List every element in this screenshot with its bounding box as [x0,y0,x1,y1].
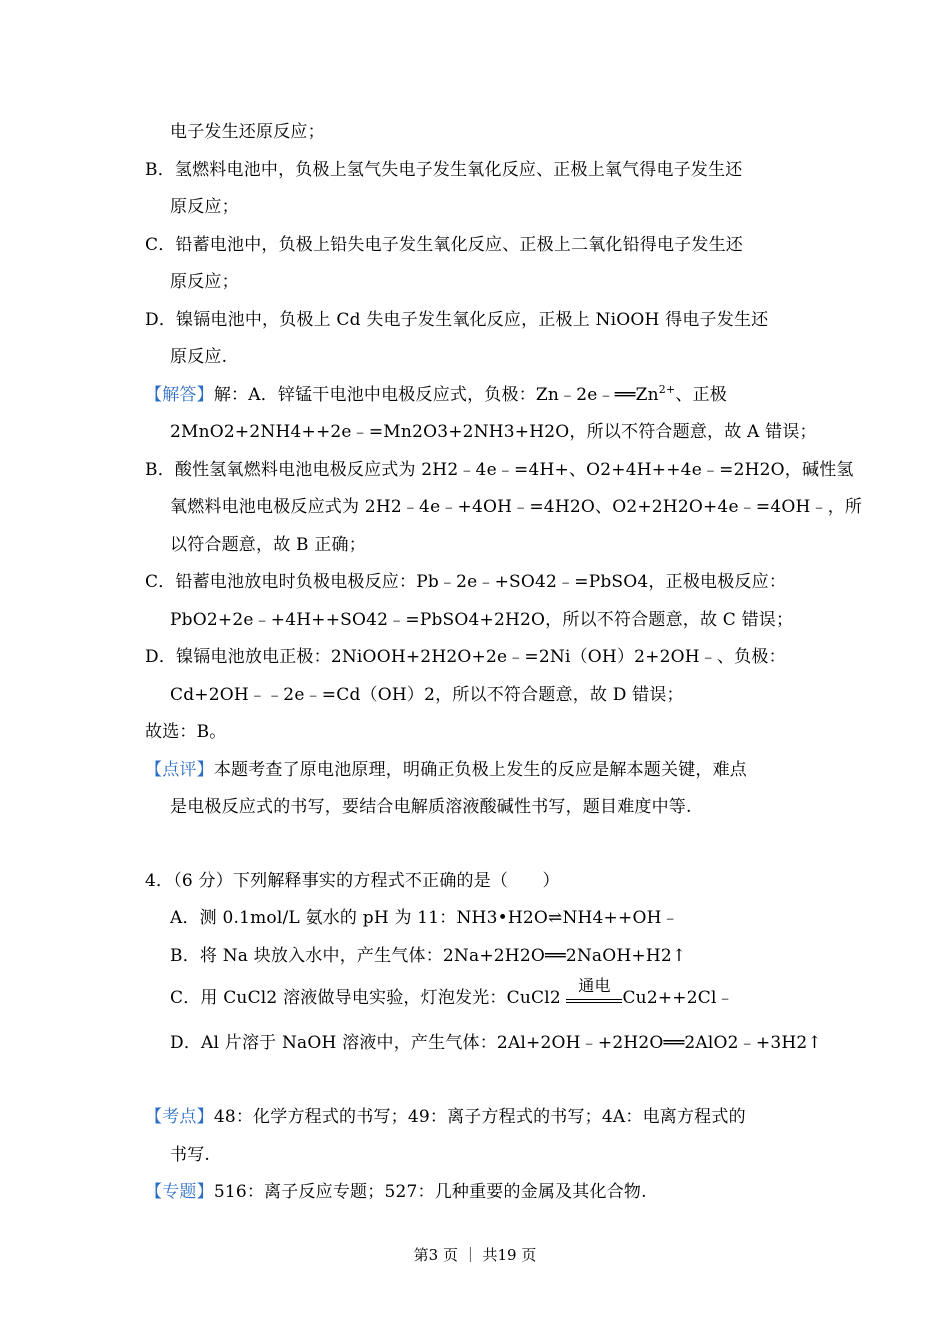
question-4-stem: 4．（6 分）下列解释事实的方程式不正确的是（ ） [145,871,560,891]
answer-line-6: C．铅蓄电池放电时负极电极反应：Pb﹣2e﹣+SO42﹣=PbSO4，正极电极反应： [145,572,787,592]
option-d-line-1: D．镍镉电池中，负极上 Cd 失电子发生氧化反应，正极上 NiOOH 得电子发生还 [145,310,769,330]
answer-line-2: 2MnO2+2NH4++2e﹣=Mn2O3+2NH3+H2O，所以不符合题意，故 A 错误； [170,422,817,442]
page-footer: 第3 页 ｜ 共19 页 [413,1246,537,1264]
question-4-option-c: C．用 CuCl2 溶液做导电实验，灯泡发光：CuCl2 通电 Cu2++2Cl﹣ [170,976,734,1008]
answer-line-4: 氧燃料电池电极反应式为 2H2﹣4e﹣+4OH﹣=4H2O、O2+2H2O+4e﹣=4OH﹣，所 [170,497,863,517]
question-4-option-d: D．Al 片溶于 NaOH 溶液中，产生气体：2Al+2OH﹣+2H2O══2AlO2﹣+3H2↑ [170,1033,822,1053]
option-c-line-2: 原反应； [170,272,239,292]
question-4-option-a: A．测 0.1mol/L 氨水的 pH 为 11：NH3•H2O⇌NH4++OH﹣ [170,908,679,928]
comment-label: 【点评】 [145,760,214,780]
zhuanti-label: 【专题】 [145,1182,214,1202]
answer-line-3: B．酸性氢氧燃料电池电极反应式为 2H2﹣4e﹣=4H+、O2+4H++4e﹣=2H2O，碱性氢 [145,460,854,480]
answer-line-9: Cd+2OH﹣﹣2e﹣=Cd（OH）2，所以不符合题意，故 D 错误； [170,685,684,705]
kaodian-label: 【考点】 [145,1107,214,1127]
option-a-continuation: 电子发生还原反应； [170,122,325,142]
kaodian-line-1: 【考点】48：化学方程式的书写；49：离子方程式的书写；4A：电离方程式的 [145,1107,746,1127]
option-b-line-1: B．氢燃料电池中，负极上氢气失电子发生氧化反应、正极上氧气得电子发生还 [145,160,743,180]
option-d-line-2: 原反应. [170,347,228,367]
answer-conclusion: 故选：B。 [145,722,227,742]
kaodian-line-2: 书写. [170,1145,211,1165]
comment-line-2: 是电极反应式的书写，要结合电解质溶液酸碱性书写，题目难度中等. [170,797,692,817]
answer-line-5: 以符合题意，故 B 正确； [170,535,366,555]
answer-label: 【解答】 [145,385,214,405]
question-4-option-b: B．将 Na 块放入水中，产生气体：2Na+2H2O══2NaOH+H2↑ [170,946,687,966]
answer-line-8: D．镍镉电池放电正极：2NiOOH+2H2O+2e﹣=2Ni（OH）2+2OH﹣、负极： [145,647,786,667]
electrolysis-arrow: 通电 [566,995,622,1003]
answer-line-1: 【解答】解：A．锌锰干电池中电极反应式，负极：$Zn﹣2e﹣══Zn^{2+}$、正极 [145,383,727,405]
option-b-line-2: 原反应； [170,197,239,217]
zhuanti-line: 【专题】516：离子反应专题；527：几种重要的金属及其化合物. [145,1182,647,1202]
option-c-line-1: C．铅蓄电池中，负极上铅失电子发生氧化反应、正极上二氧化铅得电子发生还 [145,235,744,255]
comment-line-1: 【点评】本题考查了原电池原理，明确正负极上发生的反应是解本题关键，难点 [145,760,748,780]
answer-line-7: PbO2+2e﹣+4H++SO42﹣=PbSO4+2H2O，所以不符合题意，故 C 错误； [170,610,794,630]
